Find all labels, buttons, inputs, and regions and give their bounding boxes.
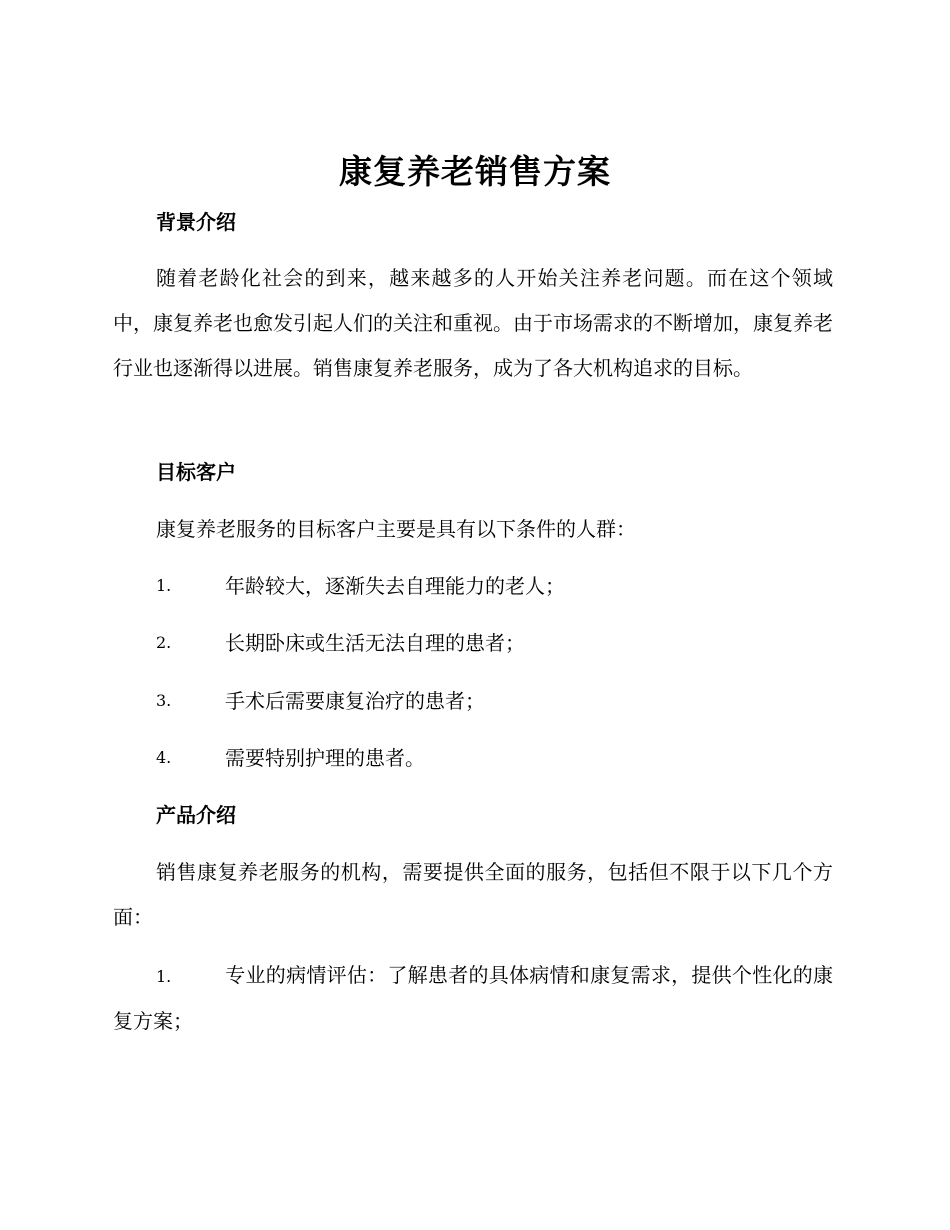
list-item-number: 2. (156, 633, 172, 652)
list-item-number: 1. (156, 967, 172, 986)
list-item-number: 4. (156, 748, 172, 767)
section-paragraph-target-customers: 康复养老服务的目标客户主要是具有以下条件的人群： (156, 517, 636, 541)
list-item-text: 年龄较大，逐渐失去自理能力的老人； (225, 574, 565, 598)
list-item-number: 3. (156, 691, 172, 710)
section-paragraph-product-intro: 销售康复养老服务的机构，需要提供全面的服务，包括但不限于以下几个方面： (113, 860, 833, 929)
section-heading-target-customers: 目标客户 (156, 460, 236, 484)
list-item-number: 1. (156, 576, 172, 595)
list-item-text: 手术后需要康复治疗的患者； (225, 689, 485, 713)
document-title: 康复养老销售方案 (339, 152, 611, 191)
list-item-text: 需要特别护理的患者。 (225, 746, 425, 770)
section-heading-background: 背景介绍 (156, 210, 236, 234)
list-item (113, 953, 833, 1044)
section-paragraph-background: 随着老龄化社会的到来，越来越多的人开始关注养老问题。而在这个领域中，康复养老也愈发引起人们的关注和重视。由于市场需求的不断增加，康复养老行业也逐渐得以进展。销售康复养老服务，成为了各大机构追求的目标。 (113, 266, 833, 380)
section-heading-product-intro: 产品介绍 (156, 803, 236, 827)
list-item-text: 长期卧床或生活无法自理的患者； (225, 631, 525, 655)
list-item-text: 专业的病情评估：了解患者的具体病情和康复需求，提供个性化的康复方案； (113, 963, 833, 1033)
